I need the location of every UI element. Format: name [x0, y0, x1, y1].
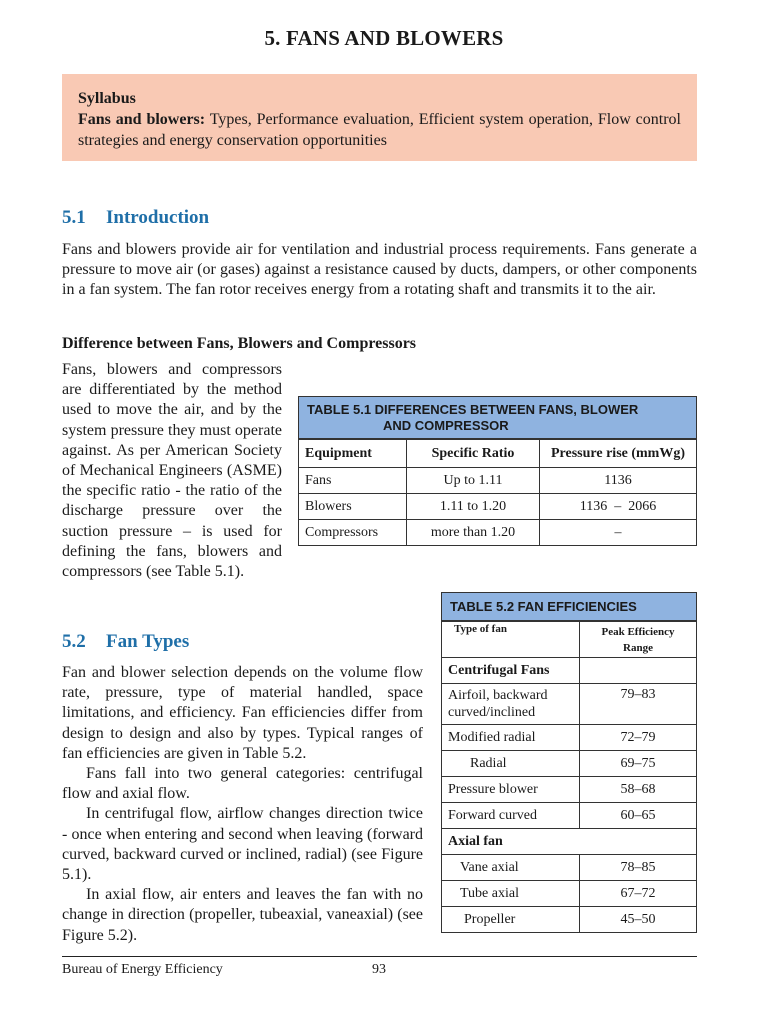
- table-cell: Compressors: [299, 520, 407, 546]
- table-cell: more than 1.20: [407, 520, 540, 546]
- header-line: Range: [623, 641, 653, 654]
- difference-subheading: Difference between Fans, Blowers and Compressors: [62, 335, 417, 352]
- syllabus-lead: Fans and blowers:: [78, 111, 206, 128]
- syllabus-heading: Syllabus: [78, 90, 136, 107]
- caption-line: TABLE 5.1 DIFFERENCES BETWEEN FANS, BLOWER: [307, 402, 639, 417]
- section-heading-fan-types: [62, 631, 189, 653]
- page-number: 93: [372, 962, 386, 977]
- table-5-1: [298, 396, 697, 546]
- table-row: [442, 855, 697, 881]
- fan-types-text: [62, 663, 423, 946]
- footer-divider: [62, 956, 697, 957]
- section-title: Introduction: [106, 207, 210, 228]
- group-cell: Axial fan: [442, 829, 697, 855]
- fan-types-paragraph: Fans fall into two general categories: centrifugal flow and axial flow.: [62, 765, 423, 803]
- table-header-row: [299, 440, 697, 468]
- footer-publisher: Bureau of Energy Efficiency: [62, 962, 223, 977]
- table-cell: Propeller: [442, 907, 580, 933]
- table-row: [442, 725, 697, 751]
- header-cell: [580, 622, 697, 658]
- header-cell: Type of fan: [442, 622, 580, 658]
- section-number: 5.2: [62, 631, 86, 652]
- table-row: [442, 777, 697, 803]
- table-cell: Modified radial: [442, 725, 580, 751]
- table-row: [442, 803, 697, 829]
- table-5-2: [441, 592, 697, 933]
- table-cell: 69–75: [580, 751, 697, 777]
- table-5-1-caption: [298, 396, 697, 439]
- intro-paragraph: Fans and blowers provide air for ventilation and industrial process requirements. Fans generate a pressure to move air (or gases) against a resistance caused by ducts, dampers, or other components in a fan system. The fan rotor receives energy from a rotating shaft and transmits it to the air.: [62, 241, 697, 299]
- header-cell: Specific Ratio: [407, 440, 540, 468]
- table-cell: Blowers: [299, 494, 407, 520]
- page-title: 5. FANS AND BLOWERS: [264, 26, 504, 50]
- table-cell: 1136: [540, 468, 697, 494]
- section-title: Fan Types: [106, 631, 190, 652]
- table-cell: 1.11 to 1.20: [407, 494, 540, 520]
- table-cell: [580, 658, 697, 684]
- fan-types-paragraph: In centrifugal flow, airflow changes direction twice - once when entering and second when leaving (forward curved, backward curved or inclined, radial) (see Figure 5.1).: [62, 805, 423, 884]
- group-cell: Centrifugal Fans: [442, 658, 580, 684]
- table-row: [299, 520, 697, 546]
- table-cell: 72–79: [580, 725, 697, 751]
- fan-types-paragraph: In axial flow, air enters and leaves the fan with no change in direction (propeller, tubeaxial, vaneaxial) (see Figure 5.2).: [62, 886, 423, 944]
- table-cell: 58–68: [580, 777, 697, 803]
- table-row: [442, 684, 697, 725]
- table-cell: Tube axial: [442, 881, 580, 907]
- table-cell: 67–72: [580, 881, 697, 907]
- table-row: [299, 468, 697, 494]
- table-cell: Up to 1.11: [407, 468, 540, 494]
- table-cell: 1136 – 2066: [540, 494, 697, 520]
- table-cell: 78–85: [580, 855, 697, 881]
- table-cell: Airfoil, backward curved/inclined: [442, 684, 580, 725]
- table-cell: –: [540, 520, 697, 546]
- table-group-row: [442, 658, 697, 684]
- syllabus-box: [62, 74, 697, 161]
- difference-paragraph: Fans, blowers and compressors are differentiated by the method used to move the air, and by the system pressure they must operate against. As per American Society of Mechanical Engineers (ASME) the specific ratio - the ratio of the discharge pressure over the suction pressure – is used for defining the fans, blowers and compressors (see Table 5.1).: [62, 361, 282, 581]
- table-group-row: [442, 829, 697, 855]
- syllabus-text: Types, Performance evaluation, Efficient system operation, Flow control strategies and energy conservation opportunities: [78, 111, 682, 149]
- table-cell: 60–65: [580, 803, 697, 829]
- table-cell: 45–50: [580, 907, 697, 933]
- table-cell: 79–83: [580, 684, 697, 725]
- section-number: 5.1: [62, 207, 86, 228]
- table-header-row: [442, 622, 697, 658]
- header-cell: Equipment: [299, 440, 407, 468]
- table-cell: Radial: [442, 751, 580, 777]
- section-heading-introduction: [62, 207, 209, 229]
- table-5-1-grid: [298, 439, 697, 546]
- table-cell: Vane axial: [442, 855, 580, 881]
- table-5-2-caption: TABLE 5.2 FAN EFFICIENCIES: [441, 592, 697, 621]
- table-row: [442, 751, 697, 777]
- table-row: [442, 881, 697, 907]
- fan-types-paragraph: Fan and blower selection depends on the volume flow rate, pressure, type of material handled, space limitations, and efficiency. Fan efficiencies differ from design to design and also by types. Typical ranges of fan efficiencies are given in Table 5.2.: [62, 664, 423, 762]
- header-line: Peak Efficiency: [601, 625, 675, 638]
- table-row: [299, 494, 697, 520]
- table-cell: Forward curved: [442, 803, 580, 829]
- caption-line: AND COMPRESSOR: [383, 418, 509, 433]
- table-row: [442, 907, 697, 933]
- table-cell: Fans: [299, 468, 407, 494]
- table-5-2-grid: [441, 621, 697, 933]
- header-cell: Pressure rise (mmWg): [540, 440, 697, 468]
- table-cell: Pressure blower: [442, 777, 580, 803]
